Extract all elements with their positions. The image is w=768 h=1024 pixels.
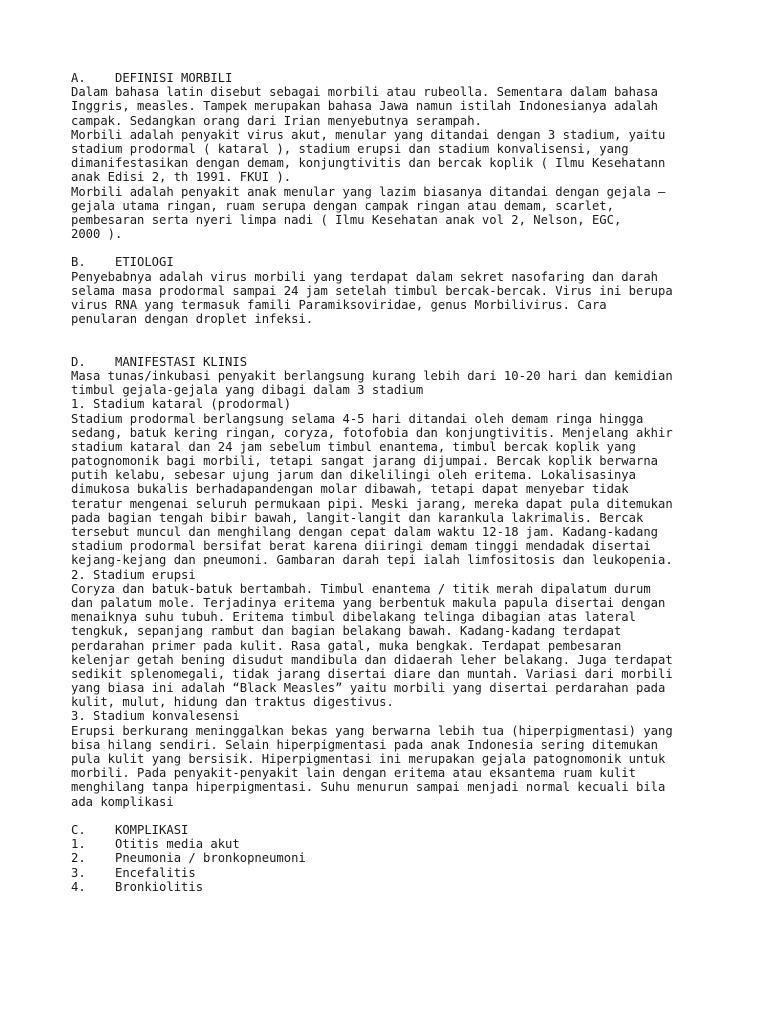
paragraph-line: patognomonik bagi morbili, tetapi sangat jarang dijumpai. Bercak koplik berwarna [71,454,658,469]
section-number: A. [71,71,86,85]
paragraph-line: pada bagian tengah bibir bawah, langit-langit dan karankula lakrimalis. Bercak [71,510,644,525]
section-title: KOMPLIKASI [115,822,189,837]
list-number: 1. [71,837,86,852]
subheading: 1. Stadium kataral (prodormal) [71,397,292,412]
paragraph-line: dan palatum mole. Terjadinya eritema yang berbentuk makula papula disertai dengan [71,595,666,610]
list-item [71,880,711,894]
paragraph-line: Morbili adalah penyakit anak menular yang lazim biasanya ditandai dengan gejala – [71,184,666,199]
subheading: 2. Stadium erupsi [71,567,196,582]
paragraph-line: teratur mengenai seluruh permukaan pipi. Meski jarang, mereka dapat pula ditemukan [71,496,673,511]
list-item [71,851,711,865]
paragraph-line: kulit, mulut, hidung dan traktus digestivus. [71,695,394,710]
paragraph-line: penularan dengan droplet infeksi. [71,312,314,327]
paragraph-line: dimukosa bukalis berhadapandengan molar dibawah, tetapi dapat menyebar tidak [71,482,629,497]
paragraph-line: Morbili adalah penyakit virus akut, menular yang ditandai dengan 3 stadium, yaitu [71,127,666,142]
paragraph-line: Stadium prodormal berlangsung selama 4-5 hari ditandai oleh demam ringa hingga [71,411,644,426]
blank-line [71,341,711,355]
blank-line [71,241,711,255]
paragraph-line: pula kulit yang bersisik. Hiperpigmentasi ini merupakan gejala patognomonik untuk [71,752,666,766]
list-item [71,866,711,880]
paragraph-line: ada komplikasi [71,794,174,809]
paragraph-line: Penyebabnya adalah virus morbili yang terdapat dalam sekret nasofaring dan darah [71,269,658,284]
paragraph-line: timbul gejala-gejala yang dibagi dalam 3 stadium [71,383,424,398]
paragraph-line: Dalam bahasa latin disebut sebagai morbili atau rubeolla. Sementara dalam bahasa [71,85,658,100]
section-number: D. [71,354,86,369]
paragraph-line: Masa tunas/inkubasi penyakit berlangsung kurang lebih dari 10-20 hari dan kemidian [71,368,673,383]
paragraph-line: bisa hilang sendiri. Selain hiperpigmentasi pada anak Indonesia sering ditemukan [71,737,658,752]
paragraph-line: virus RNA yang termasuk famili Paramiksoviridae, genus Morbilivirus. Cara [71,298,607,312]
paragraph-line: menaiknya suhu tubuh. Eritema timbul dibelakang telinga dibagian atas lateral [71,610,636,625]
paragraph-line: selama masa prodormal sampai 24 jam setelah timbul bercak-bercak. Virus ini berupa [71,283,673,298]
paragraph-line: putih kelabu, sebesar ujung jarum dan dikelilingi oleh eritema. Lokalisasinya [71,468,636,483]
list-text: Encefalitis [115,865,196,880]
paragraph-line: stadium prodormal bersifat berat karena diiringi demam tinggi mendadak disertai [71,539,651,554]
paragraph-line: tengkuk, sepanjang rambut dan bagian belakang bawah. Kadang-kadang terdapat [71,624,622,639]
section-title: DEFINISI MORBILI [115,71,233,85]
paragraph-line: menghilang tanpa hiperpigmentasi. Suhu menurun sampai menjadi normal kecuali bila [71,780,666,795]
section-title: MANIFESTASI KLINIS [115,354,248,369]
paragraph-line: kejang-kejang dan pneumoni. Gambaran darah tepi ialah limfositosis dan leukopenia. [71,553,673,568]
section-title: ETIOLOGI [115,255,174,270]
blank-line [71,809,711,823]
paragraph-line: anak Edisi 2, th 1991. FKUI ). [71,170,292,185]
list-text: Otitis media akut [115,837,240,852]
paragraph-line: Inggris, measles. Tampek merupakan bahasa Jawa namun istilah Indonesianya adalah [71,99,658,114]
paragraph-line: Coryza dan batuk-batuk bertambah. Timbul enantema / titik merah dipalatum durum [71,581,651,596]
paragraph-line: perdarahan primer pada kulit. Rasa gatal, muka bengkak. Terdapat pembesaran [71,638,622,653]
paragraph-line: sedikit splenomegali, tidak jarang disertai diare dan muntah. Variasi dari morbili [71,666,673,681]
section-heading-komplikasi [71,823,711,837]
list-text: Pneumonia / bronkopneumoni [115,851,306,866]
list-text: Bronkiolitis [115,879,204,894]
blank-line [71,326,711,340]
paragraph-line: 2000 ). [71,227,123,242]
paragraph-line: stadium prodormal ( kataral ), stadium erupsi dan stadium konvalisensi, yang [71,141,629,156]
list-number: 3. [71,865,86,880]
section-number: B. [71,255,86,270]
section-number: C. [71,822,86,837]
subheading: 3. Stadium konvalesensi [71,709,240,724]
paragraph-line: dimanifestasikan dengan demam, konjungtivitis dan bercak koplik ( Ilmu Kesehatann [71,156,666,171]
section-heading-manifestasi [71,355,711,369]
paragraph-line: morbili. Pada penyakit-penyakit lain dengan eritema atau eksantema ruam kulit [71,766,636,781]
paragraph-line: gejala utama ringan, ruam serupa dengan campak ringan atau demam, scarlet, [71,198,614,213]
paragraph-line: sedang, batuk kering ringan, coryza, fotofobia dan konjungtivitis. Menjelang akhir [71,425,673,440]
paragraph-line: yang biasa ini adalah “Black Measles” yaitu morbili yang disertai perdarahan pada [71,681,666,696]
list-item [71,837,711,851]
list-number: 4. [71,879,86,894]
section-heading-definisi [71,71,711,85]
paragraph-line: Erupsi berkurang meninggalkan bekas yang berwarna lebih tua (hiperpigmentasi) yang [71,723,673,738]
list-number: 2. [71,851,86,866]
paragraph-line: stadium kataral dan 24 jam sebelum timbul enantema, timbul bercak koplik yang [71,439,636,454]
document-body [71,71,711,894]
paragraph-line: campak. Sedangkan orang dari Irian menyebutnya serampah. [71,113,482,128]
section-heading-etiologi [71,255,711,269]
paragraph-line: tersebut muncul dan menghilang dengan cepat dalam waktu 12-18 jam. Kadang-kadang [71,525,658,539]
paragraph-line: kelenjar getah bening disudut mandibula dan didaerah leher belakang. Juga terdapat [71,652,673,667]
paragraph-line: pembesaran serta nyeri limpa nadi ( Ilmu Kesehatan anak vol 2, Nelson, EGC, [71,212,622,227]
